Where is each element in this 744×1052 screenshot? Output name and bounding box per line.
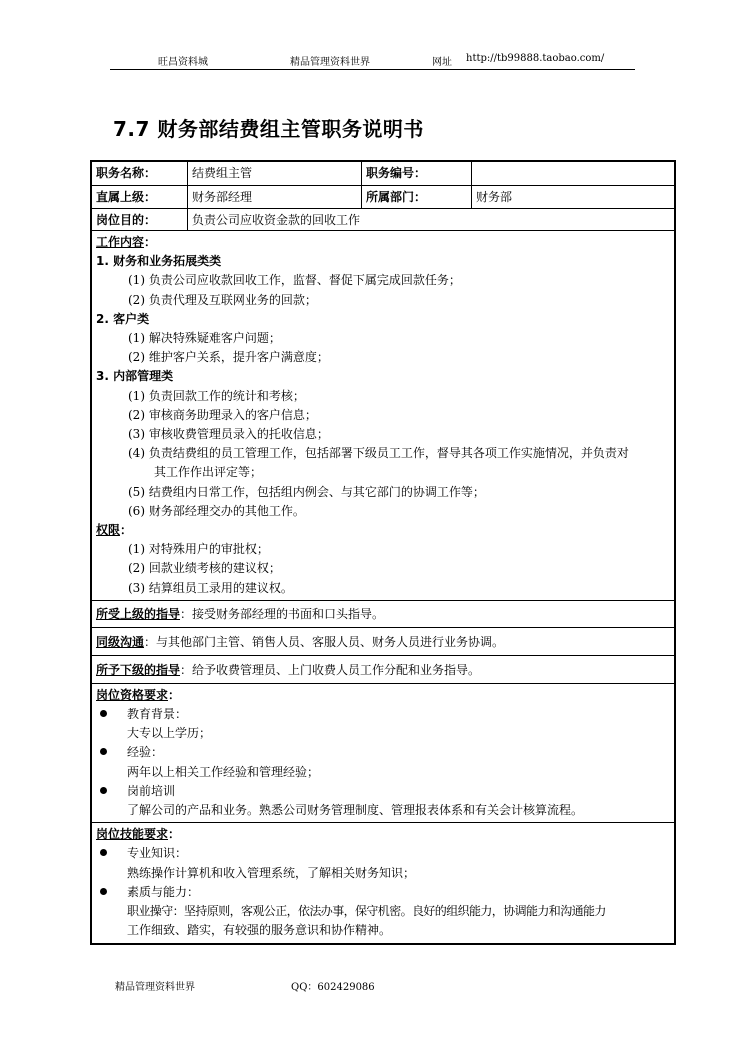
work-item: (1) 负责回款工作的统计和考核；	[128, 388, 305, 403]
peer-label: 同级沟通	[96, 634, 145, 649]
subordinate-label: 所予下级的指导	[96, 662, 181, 677]
skills-heading: 岗位技能要求：	[96, 827, 181, 842]
purpose-label: 岗位目的：	[92, 209, 188, 230]
page-title: 7.7 财务部结费组主管职务说明书	[113, 117, 424, 141]
bullet-icon	[100, 849, 107, 856]
experience-value: 两年以上相关工作经验和管理经验；	[127, 764, 320, 779]
job-description-table	[90, 160, 676, 945]
professional-value: 熟练操作计算机和收入管理系统，了解相关财务知识；	[127, 865, 416, 880]
header-left: 旺昌资料城	[158, 57, 208, 68]
rights-item: (1) 对特殊用户的审批权；	[128, 542, 269, 557]
job-title-value: 结费组主管	[188, 162, 362, 185]
footer-left: 精品管理资料世界	[115, 982, 195, 993]
work-cat-3-title: 3. 内部管理类	[96, 369, 174, 384]
rights-item: (2) 回款业绩考核的建议权；	[128, 561, 281, 576]
work-cat-1-title: 1. 财务和业务拓展类类	[96, 254, 222, 269]
job-code-label: 职务编号：	[362, 162, 472, 185]
page-header	[110, 53, 635, 70]
bullet-icon	[100, 748, 107, 755]
header-middle: 精品管理资料世界	[290, 57, 370, 68]
ability-value-line-1: 职业操守：坚持原则，客观公正，依法办事，保守机密。良好的组织能力，协调能力和沟通能力	[127, 904, 606, 919]
work-heading: 工作内容：	[96, 235, 157, 249]
work-item: (3) 审核收费管理员录入的托收信息；	[128, 427, 329, 442]
subordinate-text: 给予收费管理员、上门收费人员工作分配和业务指导。	[192, 662, 481, 677]
work-item-continued: 其工作作出评定等；	[154, 465, 263, 480]
experience-label: 经验：	[127, 745, 164, 760]
work-item: (6) 财务部经理交办的其他工作。	[128, 503, 305, 518]
guidance-text: 接受财务部经理的书面和口头指导。	[192, 606, 385, 621]
department-label: 所属部门：	[362, 186, 472, 208]
subordinate-row: 所予下级的指导：给予收费管理员、上门收费人员工作分配和业务指导。	[92, 656, 674, 684]
bullet-icon	[100, 787, 107, 794]
work-item: (2) 维护客户关系，提升客户满意度；	[128, 350, 329, 365]
supervisor-value: 财务部经理	[188, 186, 362, 208]
work-item: (5) 结费组内日常工作，包括组内例会、与其它部门的协调工作等；	[128, 484, 485, 499]
qualifications-section	[92, 684, 674, 823]
bullet-icon	[100, 710, 107, 717]
header-url[interactable]: http://tb99888.taobao.com/	[466, 53, 605, 64]
supervisor-label: 直属上级：	[92, 186, 188, 208]
ability-label: 素质与能力：	[127, 884, 200, 899]
bullet-icon	[100, 888, 107, 895]
work-item: (2) 审核商务助理录入的客户信息；	[128, 407, 317, 422]
work-item: (1) 负责公司应收款回收工作，监督、督促下属完成回款任务；	[128, 273, 461, 288]
education-label: 教育背景：	[127, 707, 188, 722]
work-section	[92, 231, 674, 601]
peer-text: 与其他部门主管、销售人员、客服人员、财务人员进行业务协调。	[156, 634, 505, 649]
purpose-value: 负责公司应收资金款的回收工作	[192, 213, 361, 227]
job-code-value	[472, 162, 674, 185]
guidance-row: 所受上级的指导：接受财务部经理的书面和口头指导。	[92, 601, 674, 628]
work-item: (1) 解决特殊疑难客户问题；	[128, 331, 281, 346]
department-value: 财务部	[476, 190, 513, 204]
professional-label: 专业知识：	[127, 846, 188, 861]
rights-heading: 权限：	[96, 523, 133, 538]
header-url-label: 网址	[432, 57, 452, 68]
peer-row: 同级沟通：与其他部门主管、销售人员、客服人员、财务人员进行业务协调。	[92, 628, 674, 656]
ability-value-line-2: 工作细致、踏实，有较强的服务意识和协作精神。	[127, 923, 392, 938]
footer-qq: QQ：602429086	[291, 982, 375, 993]
info-row-2	[92, 186, 674, 209]
education-value: 大专以上学历；	[127, 726, 212, 741]
guidance-label: 所受上级的指导	[96, 606, 181, 621]
rights-item: (3) 结算组员工录用的建议权。	[128, 580, 293, 595]
job-title-label: 职务名称：	[92, 162, 188, 185]
work-item: (2) 负责代理及互联网业务的回款；	[128, 292, 317, 307]
training-value: 了解公司的产品和业务。熟悉公司财务管理制度、管理报表体系和有关会计核算流程。	[127, 803, 584, 818]
info-row-1	[92, 162, 674, 186]
work-item: (4) 负责结费组的员工管理工作，包括部署下级员工工作，督导其各项工作实施情况，并负责对	[128, 446, 629, 461]
qualifications-heading: 岗位资格要求：	[96, 687, 181, 702]
info-row-3	[92, 209, 674, 231]
work-cat-2-title: 2. 客户类	[96, 311, 150, 326]
training-label: 岗前培训	[127, 783, 176, 798]
skills-section	[92, 823, 674, 942]
